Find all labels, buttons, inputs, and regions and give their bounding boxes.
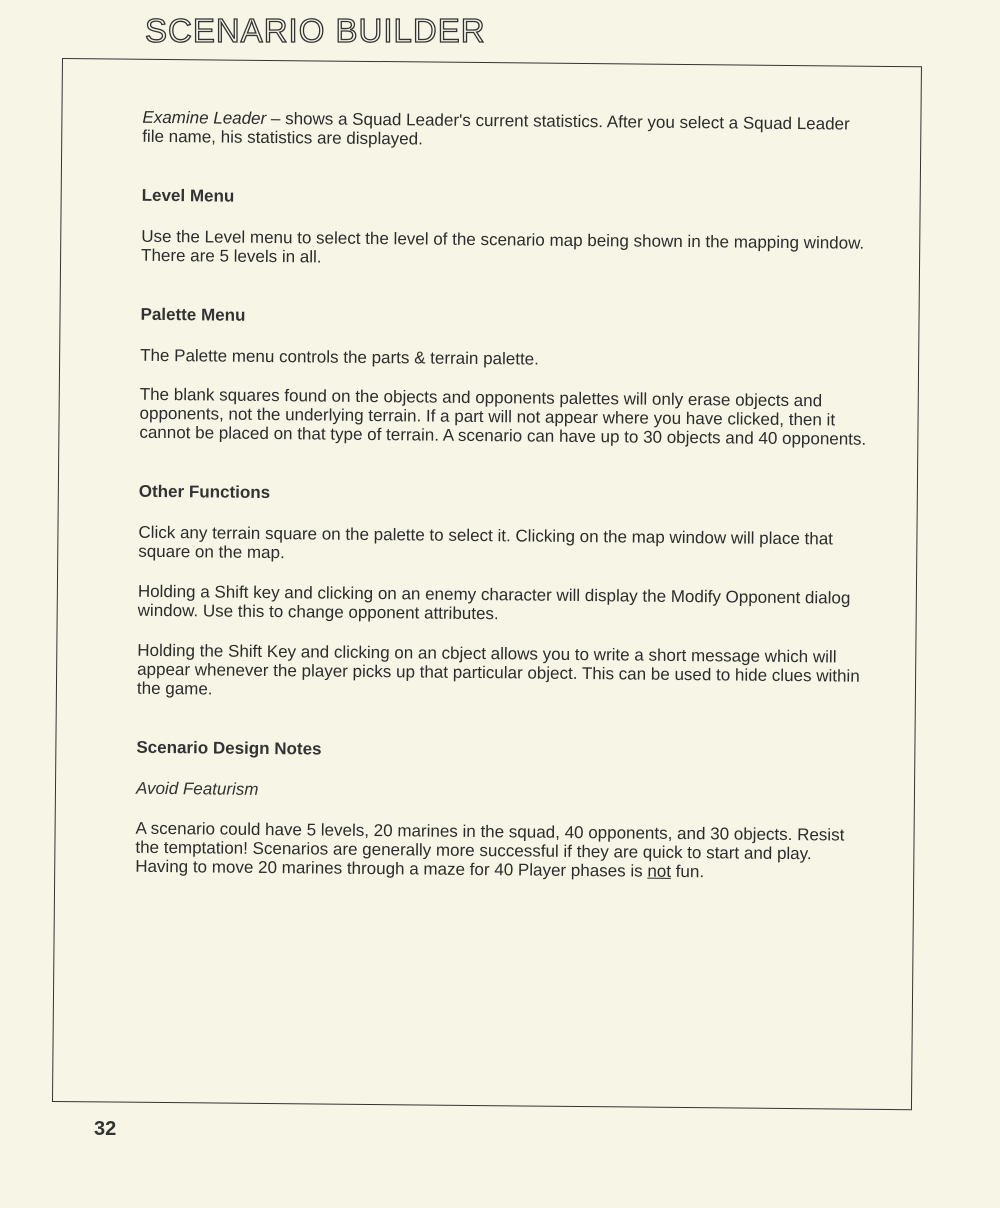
other-functions-paragraph-1: Click any terrain square on the palette to select it. Clicking on the map window will place that square on the map. (138, 522, 834, 563)
examine-leader-text: shows a Squad Leader's current statistics. After you select a Squad Leader file name, his statistics are displayed. (142, 109, 850, 149)
content-body (135, 108, 874, 883)
level-menu-paragraph: Use the Level menu to select the level of the scenario map being shown in the mapping window. There are 5 levels in all. (141, 226, 865, 267)
design-notes-subheading: Avoid Featurism (135, 778, 259, 799)
other-functions-paragraph-2: Holding a Shift key and clicking on an enemy character will display the Modify Opponent dialog window. Use this to change opponent attributes. (137, 581, 851, 624)
palette-menu-paragraph-1: The Palette menu controls the parts & terrain palette. (140, 345, 540, 369)
palette-menu-paragraph-2: The blank squares found on the objects and opponents palettes will only erase objects and opponents, not the underlying terrain. If a part will not appear where you have clicked, then it cannot be placed on that type of terrain. A scenario can have up to 30 objects and 40 opponents. (139, 384, 867, 449)
page-title: SCENARIO BUILDER (145, 12, 486, 49)
design-notes-text-end: fun. (670, 861, 705, 882)
section-heading-level-menu: Level Menu (141, 185, 235, 206)
design-notes-text: A scenario could have 5 levels, 20 marines in the squad, 40 opponents, and 30 objects. Resist the temptation! Scenarios are generally more successful if they are quick to start and play. Having to move 20 marines through a maze for 40 Player phases is (135, 818, 845, 881)
other-functions-paragraph-3: Holding the Shift Key and clicking on an cbject allows you to write a short message which will appear whenever the player picks up that particular object. This can be used to hide clues within the game. (136, 640, 860, 699)
content-frame (52, 58, 922, 1110)
section-heading-palette-menu: Palette Menu (140, 304, 246, 325)
section-heading-other-functions: Other Functions (138, 481, 271, 503)
page-number: 32 (94, 1118, 117, 1140)
design-notes-emphasis: not (647, 861, 672, 881)
design-notes-paragraph (135, 819, 868, 883)
examine-leader-paragraph (142, 108, 874, 153)
section-heading-design-notes: Scenario Design Notes (136, 737, 322, 759)
examine-leader-separator: – (266, 108, 286, 129)
examine-leader-term: Examine Leader (142, 107, 267, 128)
